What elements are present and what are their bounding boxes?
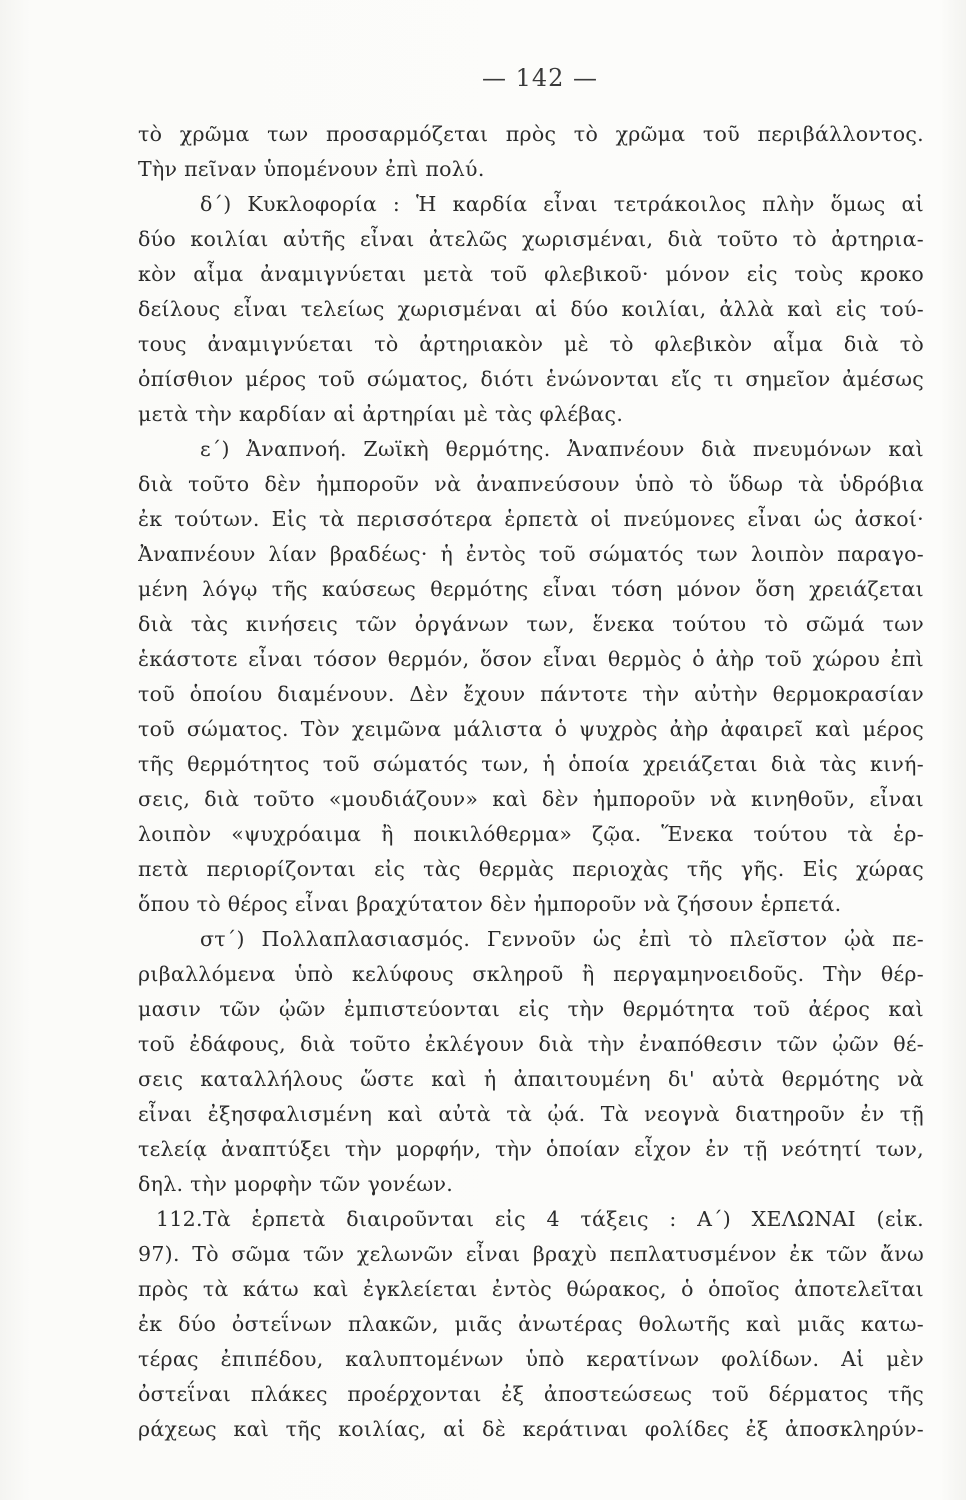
text-line: Ἀναπνέουν λίαν βραδέως· ἡ ἐντὸς τοῦ σώματός των λοιπὸν παραγο-: [138, 542, 924, 566]
text-line: δύο κοιλίαι αὐτῆς εἶναι ἀτελῶς χωρισμέναι, διὰ τοῦτο τὸ ἀρτηρια-: [138, 227, 924, 251]
text-line: διὰ τὰς κινήσεις τῶν ὀργάνων των, ἕνεκα τούτου τὸ σῶμά των: [138, 612, 924, 636]
text-line: 97). Τὸ σῶμα τῶν χελωνῶν εἶναι βραχὺ πεπλατυσμένον ἐκ τῶν ἄνω: [138, 1242, 924, 1266]
text-line: τοῦ ἐδάφους, διὰ τοῦτο ἐκλέγουν διὰ τὴν ἐναπόθεσιν τῶν ᾠῶν θέ-: [138, 1032, 924, 1056]
text-line: τοῦ σώματος. Τὸν χειμῶνα μάλιστα ὁ ψυχρὸς ἀὴρ ἀφαιρεῖ καὶ μέρος: [138, 717, 924, 741]
text-line: 112.Τὰ ἑρπετὰ διαιροῦνται εἰς 4 τάξεις : Α΄) ΧΕΛΩΝΑΙ (εἰκ.: [156, 1207, 924, 1231]
text-line: σεις, διὰ τοῦτο «μουδιάζουν» καὶ δὲν ἠμποροῦν νὰ κινηθοῦν, εἶναι: [138, 787, 924, 811]
text-line: πετὰ περιορίζονται εἰς τὰς θερμὰς περιοχὰς τῆς γῆς. Εἰς χώρας: [138, 857, 924, 881]
text-line: ἑκάστοτε εἶναι τόσον θερμόν, ὅσον εἶναι θερμὸς ὁ ἀὴρ τοῦ χώρου ἐπὶ: [138, 647, 924, 671]
text-line: σεις καταλλήλους ὥστε καὶ ἡ ἀπαιτουμένη δι' αὐτὰ θερμότης νὰ: [138, 1067, 924, 1091]
text-line: Τὴν πεῖναν ὑπομένουν ἐπὶ πολύ.: [138, 157, 485, 181]
text-line: κὸν αἷμα ἀναμιγνύεται μετὰ τοῦ φλεβικοῦ· μόνον εἰς τοὺς κροκο: [138, 262, 924, 286]
text-line: μετὰ τὴν καρδίαν αἱ ἀρτηρίαι μὲ τὰς φλέβας.: [138, 402, 624, 426]
text-line: εἶναι ἐξησφαλισμένη καὶ αὐτὰ τὰ ᾠά. Τὰ νεογνὰ διατηροῦν ἐν τῇ: [138, 1102, 924, 1126]
text-line: τελείᾳ ἀναπτύξει τὴν μορφήν, τὴν ὁποίαν εἶχον ἐν τῇ νεότητί των,: [138, 1137, 924, 1161]
text-line: ριβαλλόμενα ὑπὸ κελύφους σκληροῦ ἢ περγαμηνοειδοῦς. Τὴν θέρ-: [138, 962, 924, 986]
text-line: τὸ χρῶμα των προσαρμόζεται πρὸς τὸ χρῶμα τοῦ περιβάλλοντος.: [138, 122, 924, 146]
text-line: ἐκ δύο ὀστεΐνων πλακῶν, μιᾶς ἀνωτέρας θολωτῆς καὶ μιᾶς κατω-: [138, 1312, 924, 1336]
text-line: τους ἀναμιγνύεται τὸ ἀρτηριακὸν μὲ τὸ φλεβικὸν αἷμα διὰ τὸ: [138, 332, 924, 356]
text-line: ράχεως καὶ τῆς κοιλίας, αἱ δὲ κεράτιναι φολίδες ἐξ ἀποσκληρύν-: [138, 1417, 924, 1441]
text-line: λοιπὸν «ψυχρόαιμα ἢ ποικιλόθερμα» ζῷα. Ἕνεκα τούτου τὰ ἑρ-: [138, 822, 924, 846]
text-line: ὀστεΐναι πλάκες προέρχονται ἐξ ἀποστεώσεως τοῦ δέρματος τῆς: [138, 1382, 924, 1406]
text-line: στ΄) Πολλαπλασιασμός. Γεννοῦν ὡς ἐπὶ τὸ πλεῖστον ᾠὰ πε-: [200, 927, 924, 951]
text-line: ε΄) Ἀναπνοή. Ζωϊκὴ θερμότης. Ἀναπνέουν διὰ πνευμόνων καὶ: [200, 437, 924, 461]
text-line: ὀπίσθιον μέρος τοῦ σώματος, διότι ἑνώνονται εἴς τι σημεῖον ἀμέσως: [138, 367, 924, 391]
text-line: τοῦ ὁποίου διαμένουν. Δὲν ἔχουν πάντοτε τὴν αὐτὴν θερμοκρασίαν: [138, 682, 924, 706]
text-line: πρὸς τὰ κάτω καὶ ἐγκλείεται ἐντὸς θώρακος, ὁ ὁποῖος ἀποτελεῖται: [138, 1277, 924, 1301]
text-line: μένη λόγῳ τῆς καύσεως θερμότης εἶναι τόση μόνον ὅση χρειάζεται: [138, 577, 924, 601]
text-line: δηλ. τὴν μορφὴν τῶν γονέων.: [138, 1172, 454, 1196]
text-line: διὰ τοῦτο δὲν ἠμποροῦν νὰ ἀναπνεύσουν ὑπὸ τὸ ὕδωρ τὰ ὑδρόβια: [138, 472, 924, 496]
text-line: ἐκ τούτων. Εἰς τὰ περισσότερα ἑρπετὰ οἱ πνεύμονες εἶναι ὡς ἀσκοί·: [138, 507, 924, 531]
text-line: ὅπου τὸ θέρος εἶναι βραχύτατον δὲν ἠμποροῦν νὰ ζήσουν ἑρπετά.: [138, 892, 842, 916]
page-number: — 142 —: [481, 64, 599, 92]
text-line: δείλους εἶναι τελείως χωρισμέναι αἱ δύο κοιλίαι, ἀλλὰ καὶ εἰς τού-: [138, 297, 924, 321]
text-line: τῆς θερμότητος τοῦ σώματός των, ἡ ὁποία χρειάζεται διὰ τὰς κινή-: [138, 752, 924, 776]
text-line: τέρας ἐπιπέδου, καλυπτομένων ὑπὸ κερατίνων φολίδων. Αἱ μὲν: [138, 1347, 924, 1371]
text-line: μασιν τῶν ᾠῶν ἐμπιστεύονται εἰς τὴν θερμότητα τοῦ ἀέρος καὶ: [138, 997, 924, 1021]
body-text: [138, 117, 924, 1447]
text-line: δ΄) Κυκλοφορία : Ἡ καρδία εἶναι τετράκοιλος πλὴν ὅμως αἱ: [200, 192, 924, 216]
